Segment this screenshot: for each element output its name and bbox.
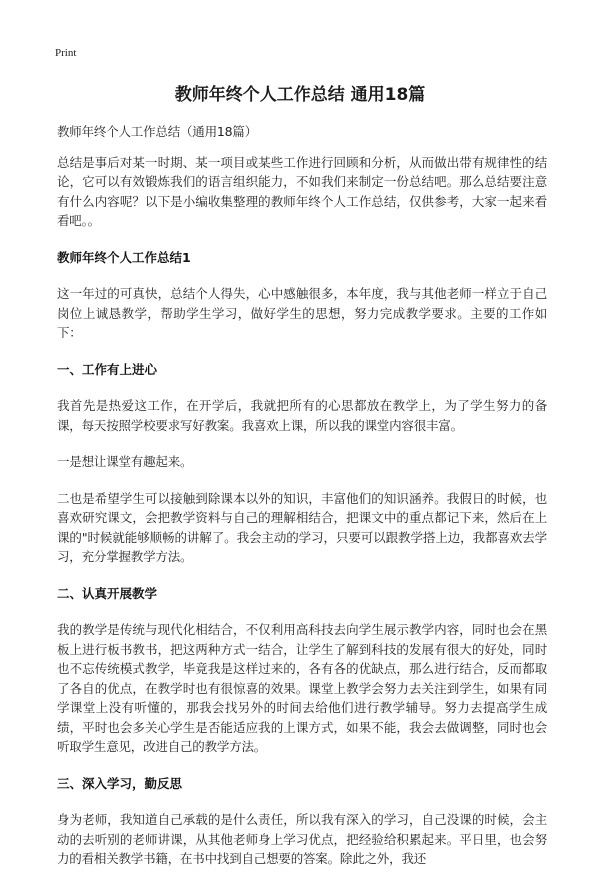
subheading-work-attitude: 一、工作有上进心 <box>57 361 158 377</box>
subtitle-paragraph: 教师年终个人工作总结（通用18篇） <box>57 124 258 139</box>
section-heading: 教师年终个人工作总结1 <box>57 249 191 265</box>
paragraph: 身为老师，我知道自己承载的是什么责任，所以我有深入的学习，自己没课的时候，会主动的去听别的老师讲课，从其他老师身上学习优点，把经验给积累起来。平日里，也会努力的看相关教学书籍，在书中找到自己想要的答案。除此之外，我还 <box>57 812 547 866</box>
print-link[interactable]: Print <box>55 47 77 59</box>
document-title: 教师年终个人工作总结 通用18篇 <box>174 85 426 105</box>
paragraph: 一是想让课堂有趣起来。 <box>57 454 193 469</box>
subheading-teaching: 二、认真开展教学 <box>57 585 158 601</box>
section-intro-paragraph: 这一年过的可真快，总结个人得失，心中感触很多，本年度，我与其他老师一样立于自己岗位上诚恳教学，帮助学生学习，做好学生的思想，努力完成教学要求。主要的工作如下： <box>57 286 547 340</box>
paragraph: 我的教学是传统与现代化相结合，不仅利用高科技去向学生展示教学内容，同时也会在黑板上进行板书教书，把这两种方式一结合，让学生了解到科技的发展有很大的好处，同时也不忘传统模式教学，毕竟我是这样过来的，各有各的优缺点，那么进行结合，反而都取了各自的优点，在教学时也有很惊喜的效果。课堂上教学会努力去关注到学生，如果有同学课堂上没有听懂的，那我会找另外的时间去给他们进行教学辅导。努力去提高学生成绩，平时也会多关心学生是否能适应我的上课方式，如果不能，我会去做调整，同时也会听取学生意见，改进自己的教学方法。 <box>57 622 547 754</box>
document-body <box>57 122 547 886</box>
subheading-study-reflect: 三、深入学习，勤反思 <box>57 775 183 791</box>
paragraph: 二也是希望学生可以接触到除课本以外的知识，丰富他们的知识涵养。我假日的时候，也喜欢研究课文，会把教学资料与自己的理解相结合，把课文中的重点都记下来，然后在上课的"时候就能够顺畅的讲解了。我会主动的学习，只要可以跟教学搭上边，我都喜欢去学习，充分掌握教学方法。 <box>57 490 547 564</box>
intro-paragraph: 总结是事后对某一时期、某一项目或某些工作进行回顾和分析，从而做出带有规律性的结论，它可以有效锻炼我们的语言组织能力，不如我们来制定一份总结吧。那么总结要注意有什么内容呢？以下是小编收集整理的教师年终个人工作总结，仅供参考，大家一起来看看吧。。 <box>57 154 547 228</box>
paragraph: 我首先是热爱这工作，在开学后，我就把所有的心思都放在教学上，为了学生努力的备课，每天按照学校要求写好教案。我喜欢上课，所以我的课堂内容很丰富。 <box>57 398 547 433</box>
